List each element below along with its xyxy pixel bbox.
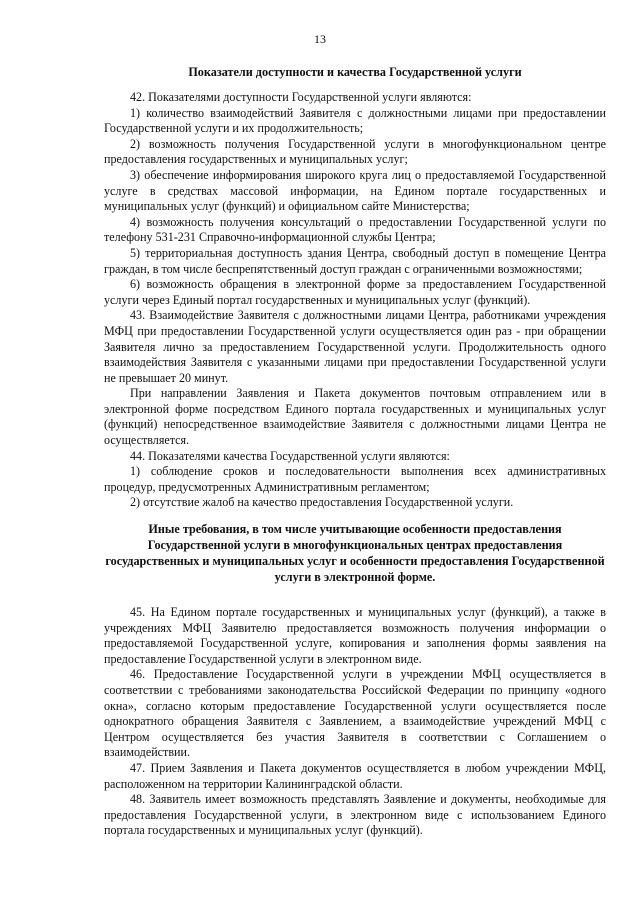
paragraph: 2) возможность получения Государственной услуги в многофункциональном центре предоставления государственных и муниципальных услуг; [104,136,606,167]
paragraph: 5) территориальная доступность здания Центра, свободный доступ в помещение Центра граждан, в том числе беспрепятственный доступ граждан с ограниченными возможностями; [104,245,606,276]
paragraph: 45. На Едином портале государственных и муниципальных услуг (функций), а также в учреждениях МФЦ Заявителю предоставляется возможность получения информации о предоставляемой Государственной услуге, копирования и заполнения формы заявления на предоставление Государственной услуги в электронном виде. [104,605,606,666]
paragraph: 44. Показателями качества Государственной услуги являются: [130,448,450,463]
paragraph: 42. Показателями доступности Государственной услуги являются: [130,90,472,104]
section-heading-availability: Показатели доступности и качества Государственной услуги [188,65,522,79]
paragraph: 4) возможность получения консультаций о предоставлении Государственной услуги по телефону 531-231 Справочно-информационной службы Центра; [104,214,606,245]
paragraph: 1) соблюдение сроков и последовательности выполнения всех административных процедур, предусмотренных Административным регламентом; [104,464,606,494]
paragraph: 48. Заявитель имеет возможность представлять Заявление и документы, необходимые для предоставления Государственной услуги, в электронном виде с использованием Единого портала государственных и муниципальных услуг (функций). [104,792,606,838]
paragraph: 2) отсутствие жалоб на качество предоставления Государственной услуги. [130,495,514,510]
page-content [104,64,606,839]
section-availability-body [104,90,606,511]
paragraph: 47. Прием Заявления и Пакета документов осуществляется в любом учреждении МФЦ, расположенном на территории Калининградской области. [104,760,606,791]
page-number: 13 [314,32,326,46]
section-other-requirements-body [104,605,606,839]
paragraph: 3) обеспечение информирования широкого круга лиц о предоставляемой Государственной услуге в средствах массовой информации, на Едином портале государственных и муниципальных услуг (функций) и официальном сайте Министерства; [104,167,606,214]
paragraph: 1) количество взаимодействий Заявителя с должностными лицами при предоставлении Государственной услуги и их продолжительность; [104,105,606,136]
paragraph: 46. Предоставление Государственной услуги в учреждении МФЦ осуществляется в соответствии с требованиями законодательства Российской Федерации по принципу «одного окна», согласно которым предоставление Государственной услуги осуществляется после однократного обращения Заявителя с Заявлением, а взаимодействие учреждений МФЦ с Центром осуществляется без участия Заявителя в соответствии с Соглашением о взаимодействии. [104,667,606,760]
paragraph: При направлении Заявления и Пакета документов почтовым отправлением или в электронной форме посредством Единого портала государственных и муниципальных услуг (функций) непосредственное взаимодействие Заявителя с должностными лицами Центра не осуществляется. [104,386,606,448]
paragraph: 6) возможность обращения в электронной форме за предоставлением Государственной услуги через Единый портал государственных и муниципальных услуг (функций). [104,277,606,307]
section-heading-other-requirements: Иные требования, в том числе учитывающие особенности предоставления Государственной услуги в многофункциональных центрах предоставления государственных и муниципальных услуг и особенности предоставления Государственной услуги в электронной форме. [105,522,605,585]
paragraph: 43. Взаимодействие Заявителя с должностными лицами Центра, работниками учреждения МФЦ при предоставлении Государственной услуги осуществляется один раз - при обращении Заявителя лично за предоставлением Государственной услуги. Продолжительность одного взаимодействия Заявителя с указанными лицами при предоставлении Государственной услуги не превышает 20 минут. [104,308,606,385]
